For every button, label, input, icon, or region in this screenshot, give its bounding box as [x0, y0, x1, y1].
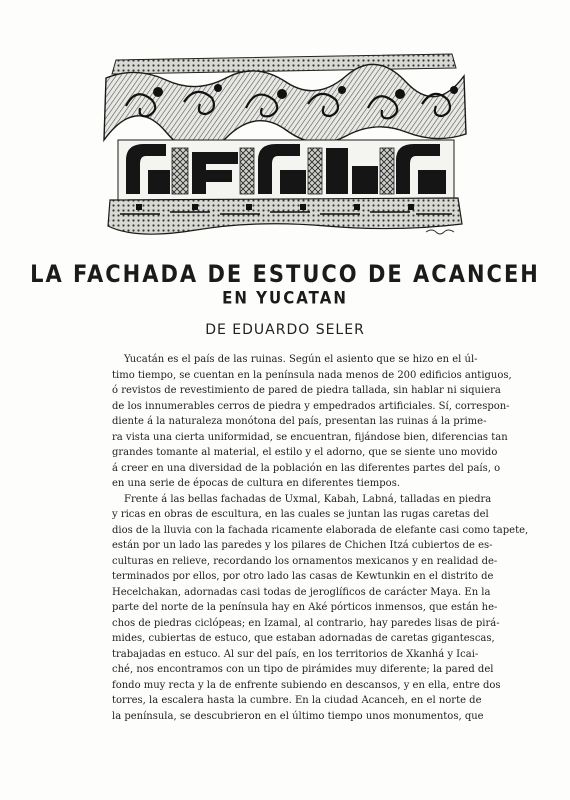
text-line: Yucatán es el país de las ruinas. Según el asiento que se hizo en el úl-	[124, 354, 478, 365]
text-line: ché, nos encontramos con un tipo de pirámides muy diferente; la pared del	[112, 664, 494, 675]
text-line: á creer en una diversidad de la población en las diferentes partes del país, o	[112, 462, 501, 474]
text-line: parte del norte de la península hay en Aké pórticos inmensos, que están he-	[112, 602, 498, 613]
text-line: trabajadas en estuco. Al sur del país, en los territorios de Xkanhá y Icai-	[112, 648, 479, 660]
text-line: ó revistos de revestimiento de pared de piedra tallada, sin hablar ni siquiera	[112, 385, 501, 396]
text-line: torres, la escalera hasta la cumbre. En la ciudad Acanceh, en el norte de	[112, 695, 482, 706]
text-line: terminados por ellos, por otro lado las casas de Kewtunkin en el distrito de	[112, 571, 494, 582]
text-line: culturas en relieve, recordando los ornamentos mexicanos y en realidad de-	[112, 555, 498, 567]
text-line: Frente á las bellas fachadas de Uxmal, Kabah, Labná, talladas en piedra	[124, 493, 492, 505]
text-line: están por un lado las paredes y los pilares de Chichen Itzá cubiertos de es-	[112, 540, 493, 551]
text-line: la península, se descubrieron en el último tiempo unos monumentos, que	[112, 710, 484, 722]
text-line: dios de la lluvia con la fachada ricamente elaborada de elefante casi como tapete,	[112, 524, 529, 536]
article-title: LA FACHADA DE ESTUCO DE ACANCEH	[30, 260, 540, 288]
text-line: chos de piedras ciclópeas; en Izamal, al contrario, hay paredes lisas de pirá-	[112, 617, 500, 629]
text-line: timo tiempo, se cuentan en la península nada menos de 200 edificios antiguos,	[112, 369, 512, 381]
text-line: grandes tomante al material, el estilo y el adorno, que se siente uno movido	[112, 447, 498, 458]
stucco-frieze-illustration	[96, 48, 472, 238]
article-body	[112, 352, 529, 724]
article-subtitle: EN YUCATAN	[222, 287, 348, 309]
text-line: ra vista una cierta uniformidad, se encuentran, fijándose bien, diferencias tan	[112, 431, 508, 443]
text-line: Hecelchakan, adornadas casi todas de jeroglíficos de carácter Maya. En la	[112, 586, 491, 598]
text-line: en una serie de épocas de cultura en diferentes tiempos.	[112, 478, 401, 489]
text-line: fondo muy recta y la de enfrente subiendo en descansos, y en ella, entre dos	[112, 679, 501, 691]
text-line: de los innumerables cerros de piedra y empedrados artificiales. Sí, correspon-	[112, 400, 510, 412]
text-line: mides, cubiertas de estuco, que estaban adornadas de caretas gigantescas,	[112, 633, 495, 644]
text-line: diente á la naturaleza monótona del país, presentan las ruinas á la prime-	[112, 416, 487, 427]
text-line: y ricas en obras de escultura, en las cuales se juntan las rugas caretas del	[112, 509, 489, 520]
article-author: DE EDUARDO SELER	[205, 322, 365, 338]
